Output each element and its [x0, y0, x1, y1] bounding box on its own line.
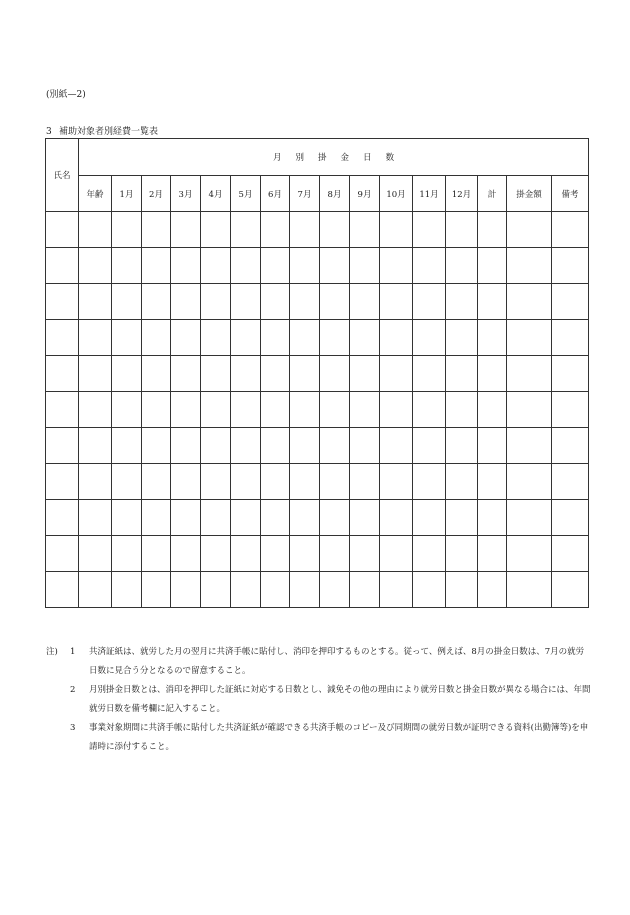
table-cell[interactable] — [478, 572, 507, 608]
table-cell[interactable] — [350, 428, 380, 464]
table-cell[interactable] — [142, 536, 171, 572]
table-cell[interactable] — [413, 428, 446, 464]
table-cell[interactable] — [171, 284, 201, 320]
table-cell[interactable] — [201, 428, 231, 464]
expense-table — [45, 138, 589, 608]
table-cell[interactable] — [413, 356, 446, 392]
table-cell[interactable] — [413, 500, 446, 536]
table-cell[interactable] — [201, 248, 231, 284]
table-cell[interactable] — [320, 572, 350, 608]
table-cell[interactable] — [413, 572, 446, 608]
table-cell[interactable] — [552, 320, 589, 356]
table-cell[interactable] — [112, 536, 142, 572]
table-cell[interactable] — [231, 536, 261, 572]
table-cell[interactable] — [112, 356, 142, 392]
table-cell[interactable] — [171, 536, 201, 572]
table-cell[interactable] — [46, 248, 79, 284]
table-cell[interactable] — [171, 320, 201, 356]
table-cell[interactable] — [350, 464, 380, 500]
table-cell[interactable] — [261, 536, 290, 572]
group-header-char: 別 — [295, 153, 305, 163]
table-cell[interactable] — [231, 212, 261, 248]
table-cell[interactable] — [46, 392, 79, 428]
table-cell[interactable] — [142, 356, 171, 392]
table-cell[interactable] — [552, 212, 589, 248]
table-cell[interactable] — [507, 248, 552, 284]
table-cell[interactable] — [290, 212, 320, 248]
table-cell[interactable] — [413, 248, 446, 284]
table-cell[interactable] — [79, 428, 112, 464]
table-cell[interactable] — [112, 284, 142, 320]
table-row — [46, 536, 589, 572]
table-cell[interactable] — [261, 428, 290, 464]
group-header-char: 掛 — [318, 153, 327, 163]
table-cell[interactable] — [478, 212, 507, 248]
table-cell[interactable] — [79, 284, 112, 320]
table-cell[interactable] — [142, 248, 171, 284]
table-row — [46, 500, 589, 536]
table-cell[interactable] — [171, 248, 201, 284]
group-header-char: 日 — [363, 153, 372, 163]
table-cell[interactable] — [552, 464, 589, 500]
note-item — [46, 681, 591, 719]
note-item — [46, 719, 591, 757]
table-cell[interactable] — [446, 464, 478, 500]
table-cell[interactable] — [261, 248, 290, 284]
table-cell[interactable] — [552, 536, 589, 572]
table-cell[interactable] — [201, 212, 231, 248]
table-cell[interactable] — [171, 212, 201, 248]
table-cell[interactable] — [380, 320, 413, 356]
table-cell[interactable] — [171, 392, 201, 428]
table-row — [46, 284, 589, 320]
header-row-columns — [46, 176, 589, 212]
table-cell[interactable] — [380, 284, 413, 320]
column-header: 9月 — [350, 176, 380, 212]
table-cell[interactable] — [413, 464, 446, 500]
table-cell[interactable] — [478, 284, 507, 320]
table-cell[interactable] — [231, 248, 261, 284]
group-header-char: 月 — [273, 153, 282, 163]
table-cell[interactable] — [201, 284, 231, 320]
attachment-label: (別紙—2) — [46, 90, 86, 100]
column-header: 11月 — [413, 176, 446, 212]
note-number: 1 — [70, 647, 76, 657]
table-cell[interactable] — [507, 392, 552, 428]
table-cell[interactable] — [46, 320, 79, 356]
table-cell[interactable] — [201, 536, 231, 572]
table-row — [46, 248, 589, 284]
table-cell[interactable] — [201, 500, 231, 536]
table-cell[interactable] — [201, 572, 231, 608]
table-cell[interactable] — [552, 500, 589, 536]
column-header: 2月 — [142, 176, 171, 212]
table-cell[interactable] — [413, 284, 446, 320]
section-number: 3 — [46, 127, 52, 137]
table-cell[interactable] — [112, 320, 142, 356]
group-header-char: 数 — [385, 153, 395, 163]
table-cell[interactable] — [380, 464, 413, 500]
column-header: 備考 — [552, 176, 589, 212]
table-cell[interactable] — [142, 500, 171, 536]
note-text: 月別掛金日数とは、消印を押印した証紙に対応する日数とし、減免その他の理由により就労日数と掛金日数が異なる場合には、年間就労日数を備考欄に記入すること。 — [89, 685, 591, 714]
column-header: 7月 — [290, 176, 320, 212]
table-row — [46, 212, 589, 248]
table-cell[interactable] — [507, 536, 552, 572]
table-cell[interactable] — [290, 428, 320, 464]
note-number: 3 — [70, 723, 76, 733]
table-cell[interactable] — [478, 428, 507, 464]
notes-section — [46, 643, 591, 757]
note-text: 共済証紙は、就労した月の翌月に共済手帳に貼付し、消印を押印するものとする。従って、例えば、8月の掛金日数は、7月の就労日数に見合う分となるので留意すること。 — [89, 647, 585, 676]
table-cell[interactable] — [46, 536, 79, 572]
table-cell[interactable] — [320, 284, 350, 320]
table-cell[interactable] — [112, 392, 142, 428]
table-cell[interactable] — [507, 212, 552, 248]
table-cell[interactable] — [201, 320, 231, 356]
table-cell[interactable] — [380, 356, 413, 392]
table-cell[interactable] — [350, 500, 380, 536]
note-item — [46, 643, 591, 681]
table-cell[interactable] — [231, 356, 261, 392]
table-cell[interactable] — [552, 428, 589, 464]
table-cell[interactable] — [478, 464, 507, 500]
table-cell[interactable] — [552, 572, 589, 608]
table-cell[interactable] — [142, 572, 171, 608]
table-cell[interactable] — [290, 536, 320, 572]
table-cell[interactable] — [290, 500, 320, 536]
table-cell[interactable] — [478, 248, 507, 284]
table-cell[interactable] — [231, 284, 261, 320]
table-cell[interactable] — [46, 428, 79, 464]
table-cell[interactable] — [79, 572, 112, 608]
table-cell[interactable] — [446, 536, 478, 572]
table-cell[interactable] — [79, 464, 112, 500]
section-title-text: 補助対象者別経費一覧表 — [59, 127, 159, 137]
table-cell[interactable] — [507, 428, 552, 464]
table-cell[interactable] — [142, 464, 171, 500]
table-cell[interactable] — [231, 320, 261, 356]
table-cell[interactable] — [79, 356, 112, 392]
table-cell[interactable] — [320, 428, 350, 464]
table-cell[interactable] — [478, 500, 507, 536]
table-row — [46, 464, 589, 500]
header-row-group — [46, 139, 589, 176]
table-cell[interactable] — [201, 356, 231, 392]
table-cell[interactable] — [290, 572, 320, 608]
section-title — [46, 124, 158, 137]
table-cell[interactable] — [552, 392, 589, 428]
table-cell[interactable] — [290, 392, 320, 428]
table-cell[interactable] — [79, 536, 112, 572]
table-cell[interactable] — [350, 392, 380, 428]
table-cell[interactable] — [413, 392, 446, 428]
table-cell[interactable] — [507, 572, 552, 608]
table-cell[interactable] — [320, 248, 350, 284]
column-header: 計 — [478, 176, 507, 212]
table-cell[interactable] — [380, 428, 413, 464]
table-cell[interactable] — [320, 320, 350, 356]
column-header: 3月 — [171, 176, 201, 212]
table-cell[interactable] — [446, 320, 478, 356]
table-cell[interactable] — [320, 212, 350, 248]
table-cell[interactable] — [201, 464, 231, 500]
table-row — [46, 392, 589, 428]
table-cell[interactable] — [142, 284, 171, 320]
table-cell[interactable] — [290, 356, 320, 392]
table-cell[interactable] — [46, 500, 79, 536]
table-cell[interactable] — [79, 500, 112, 536]
table-cell[interactable] — [380, 212, 413, 248]
table-cell[interactable] — [261, 212, 290, 248]
notes-lead: 注) — [46, 647, 58, 657]
table-cell[interactable] — [261, 356, 290, 392]
column-header: 年齢 — [79, 176, 112, 212]
table-cell[interactable] — [413, 212, 446, 248]
table-cell[interactable] — [142, 392, 171, 428]
table-row — [46, 356, 589, 392]
table-cell[interactable] — [507, 356, 552, 392]
table-cell[interactable] — [290, 320, 320, 356]
column-header: 4月 — [201, 176, 231, 212]
table-cell[interactable] — [79, 248, 112, 284]
table-cell[interactable] — [261, 572, 290, 608]
table-cell[interactable] — [350, 212, 380, 248]
table-row — [46, 428, 589, 464]
table-cell[interactable] — [478, 320, 507, 356]
table-row — [46, 572, 589, 608]
table-cell[interactable] — [142, 212, 171, 248]
table-cell[interactable] — [231, 500, 261, 536]
column-header: 5月 — [231, 176, 261, 212]
table-cell[interactable] — [350, 572, 380, 608]
table-cell[interactable] — [290, 464, 320, 500]
table-cell[interactable] — [201, 392, 231, 428]
table-cell[interactable] — [261, 464, 290, 500]
name-header: 氏名 — [46, 139, 79, 212]
table-cell[interactable] — [112, 248, 142, 284]
table-cell[interactable] — [46, 464, 79, 500]
table-cell[interactable] — [112, 572, 142, 608]
table-cell[interactable] — [446, 500, 478, 536]
table-cell[interactable] — [79, 320, 112, 356]
table-cell[interactable] — [46, 284, 79, 320]
table-cell[interactable] — [231, 464, 261, 500]
table-cell[interactable] — [171, 428, 201, 464]
table-cell[interactable] — [290, 248, 320, 284]
column-header: 12月 — [446, 176, 478, 212]
table-cell[interactable] — [142, 428, 171, 464]
column-header: 1月 — [112, 176, 142, 212]
table-cell[interactable] — [112, 212, 142, 248]
table-cell[interactable] — [261, 500, 290, 536]
table-cell[interactable] — [478, 356, 507, 392]
table-cell[interactable] — [79, 212, 112, 248]
table-cell[interactable] — [446, 428, 478, 464]
table-cell[interactable] — [320, 392, 350, 428]
table-cell[interactable] — [231, 572, 261, 608]
table-body — [46, 212, 589, 608]
group-header-char: 金 — [340, 153, 350, 163]
table-cell[interactable] — [112, 500, 142, 536]
table-cell[interactable] — [112, 428, 142, 464]
table-cell[interactable] — [231, 428, 261, 464]
column-header: 掛金額 — [507, 176, 552, 212]
table-cell[interactable] — [171, 464, 201, 500]
column-header: 10月 — [380, 176, 413, 212]
table-cell[interactable] — [320, 500, 350, 536]
table-cell[interactable] — [350, 320, 380, 356]
table-row — [46, 320, 589, 356]
table-cell[interactable] — [380, 248, 413, 284]
table-cell[interactable] — [380, 572, 413, 608]
table-cell[interactable] — [320, 464, 350, 500]
note-number: 2 — [70, 685, 76, 695]
table-cell[interactable] — [350, 356, 380, 392]
table-cell[interactable] — [507, 500, 552, 536]
table-cell[interactable] — [478, 536, 507, 572]
table-cell[interactable] — [320, 536, 350, 572]
table-cell[interactable] — [507, 320, 552, 356]
table-cell[interactable] — [446, 248, 478, 284]
table-cell[interactable] — [171, 500, 201, 536]
table-cell[interactable] — [552, 356, 589, 392]
table-cell[interactable] — [552, 284, 589, 320]
table-cell[interactable] — [552, 248, 589, 284]
table-cell[interactable] — [46, 212, 79, 248]
table-cell[interactable] — [171, 572, 201, 608]
table-cell[interactable] — [380, 500, 413, 536]
table-cell[interactable] — [261, 392, 290, 428]
monthly-days-group-header — [79, 139, 589, 176]
table-cell[interactable] — [320, 356, 350, 392]
table-cell[interactable] — [446, 356, 478, 392]
table-cell[interactable] — [350, 284, 380, 320]
table-cell[interactable] — [380, 536, 413, 572]
table-cell[interactable] — [446, 212, 478, 248]
table-cell[interactable] — [507, 464, 552, 500]
table-cell[interactable] — [350, 536, 380, 572]
table-cell[interactable] — [261, 284, 290, 320]
table-cell[interactable] — [446, 572, 478, 608]
table-cell[interactable] — [478, 392, 507, 428]
table-cell[interactable] — [446, 284, 478, 320]
note-text: 事業対象期間に共済手帳に貼付した共済証紙が確認できる共済手帳のコピー及び同期間の就労日数が証明できる資料(出勤簿等)を申請時に添付すること。 — [89, 723, 589, 752]
table-cell[interactable] — [507, 284, 552, 320]
table-cell[interactable] — [46, 572, 79, 608]
table-cell[interactable] — [46, 356, 79, 392]
column-header: 8月 — [320, 176, 350, 212]
table-cell[interactable] — [413, 536, 446, 572]
table-cell[interactable] — [171, 356, 201, 392]
table-cell[interactable] — [261, 320, 290, 356]
table-cell[interactable] — [290, 284, 320, 320]
table-cell[interactable] — [446, 392, 478, 428]
table-cell[interactable] — [112, 464, 142, 500]
table-cell[interactable] — [231, 392, 261, 428]
table-cell[interactable] — [79, 392, 112, 428]
table-cell[interactable] — [380, 392, 413, 428]
column-header: 6月 — [261, 176, 290, 212]
table-cell[interactable] — [350, 248, 380, 284]
table-cell[interactable] — [142, 320, 171, 356]
table-cell[interactable] — [413, 320, 446, 356]
